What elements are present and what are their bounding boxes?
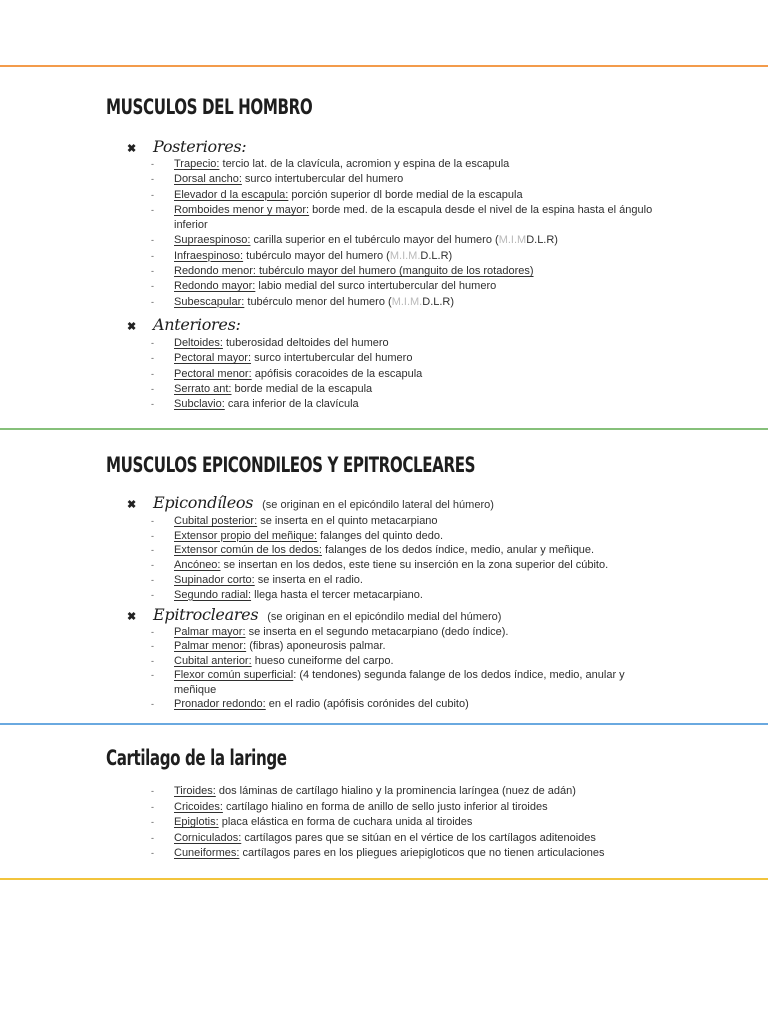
list-item: - Corniculados: cartílagos pares que se sitúan en el vértice de los cartílagos aditenoides	[148, 831, 654, 847]
list-item: - Cuneiformes: cartílagos pares en los pliegues ariepigloticos que no tienen articulaciones	[148, 846, 654, 862]
list-item: - Tiroides: dos láminas de cartílago hialino y la prominencia laríngea (nuez de adán)	[148, 784, 654, 800]
list-item: - Pronador redondo: en el radio (apófisis corónides del cubito)	[148, 697, 654, 711]
x-mark-icon: ✖	[127, 143, 137, 155]
list-item: - Flexor común superficial: (4 tendones) segunda falange de los dedos índice, medio, anular y meñique	[148, 668, 654, 697]
group-epicondileos	[127, 493, 494, 513]
group-note: (se originan en el epicóndilo medial del húmero)	[267, 611, 502, 623]
list-item: - Serrato ant: borde medial de la escapula	[148, 382, 654, 397]
list-item: - Redondo mayor: labio medial del surco intertubercular del humero	[148, 279, 654, 294]
list-item: - Cubital anterior: hueso cuneiforme del carpo.	[148, 654, 654, 668]
list-item: - Ancóneo: se insertan en los dedos, este tiene su inserción en la zona superior del cúbito.	[148, 558, 654, 573]
list-item: - Deltoides: tuberosidad deltoides del humero	[148, 336, 654, 351]
list-item: - Infraespinoso: tubérculo mayor del humero (M.I.M.D.L.R)	[148, 249, 654, 264]
orange-divider	[0, 65, 768, 67]
list-item: - Elevador d la escapula: porción superior dl borde medial de la escapula	[148, 188, 654, 203]
x-mark-icon: ✖	[127, 499, 137, 511]
list-item: - Extensor propio del meñique: falanges del quinto dedo.	[148, 529, 654, 544]
list-item: - Supraespinoso: carilla superior en el tubérculo mayor del humero (M.I.MD.L.R)	[148, 233, 654, 248]
list-item: - Subclavio: cara inferior de la clavícula	[148, 397, 654, 412]
list-item: - Palmar menor: (fibras) aponeurosis palmar.	[148, 639, 654, 653]
list-item: - Extensor común de los dedos: falanges de los dedos índice, medio, anular y meñique.	[148, 543, 654, 558]
list-item: - Epiglotis: placa elástica en forma de cuchara unida al tiroides	[148, 815, 654, 831]
yellow-divider	[0, 878, 768, 880]
list-laringe	[148, 784, 654, 862]
group-anteriores	[127, 315, 241, 335]
group-epitrocleares	[127, 605, 501, 625]
list-posteriores	[148, 157, 654, 310]
list-item: - Pectoral mayor: surco intertubercular del humero	[148, 351, 654, 366]
section-title: Cartilago de la laringe	[106, 746, 287, 770]
group-posteriores	[127, 137, 246, 157]
list-item: - Dorsal ancho: surco intertubercular del humero	[148, 172, 654, 187]
list-item: - Supinador corto: se inserta en el radio.	[148, 573, 654, 588]
green-divider	[0, 428, 768, 430]
list-epitrocleares	[148, 625, 654, 711]
group-title: Posteriores:	[153, 137, 247, 156]
list-epicondileos	[148, 514, 654, 602]
list-item: - Cricoides: cartílago hialino en forma de anillo de sello justo inferior al tiroides	[148, 800, 654, 816]
list-item: - Trapecio: tercio lat. de la clavícula, acromion y espina de la escapula	[148, 157, 654, 172]
x-mark-icon: ✖	[127, 611, 137, 623]
list-item: - Segundo radial: llega hasta el tercer metacarpiano.	[148, 588, 654, 603]
group-title: Anteriores:	[153, 315, 241, 334]
group-title: Epitrocleares	[153, 605, 259, 624]
list-item: - Cubital posterior: se inserta en el quinto metacarpiano	[148, 514, 654, 529]
list-item: - Redondo menor: tubérculo mayor del humero (manguito de los rotadores)	[148, 264, 654, 279]
list-anteriores	[148, 336, 654, 412]
blue-divider	[0, 723, 768, 725]
group-note: (se originan en el epicóndilo lateral del húmero)	[262, 499, 494, 511]
section-title: MUSCULOS EPICONDILEOS Y EPITROCLEARES	[106, 453, 476, 477]
x-mark-icon: ✖	[127, 321, 137, 333]
list-item: - Romboides menor y mayor: borde med. de la escapula desde el nivel de la espina hasta el ángulo inferior	[148, 203, 654, 234]
group-title: Epicondíleos	[153, 493, 254, 512]
section-title: MUSCULOS DEL HOMBRO	[106, 95, 313, 119]
list-item: - Subescapular: tubérculo menor del humero (M.I.M.D.L.R)	[148, 295, 654, 310]
list-item: - Pectoral menor: apófisis coracoides de la escapula	[148, 367, 654, 382]
list-item: - Palmar mayor: se inserta en el segundo metacarpiano (dedo índice).	[148, 625, 654, 639]
